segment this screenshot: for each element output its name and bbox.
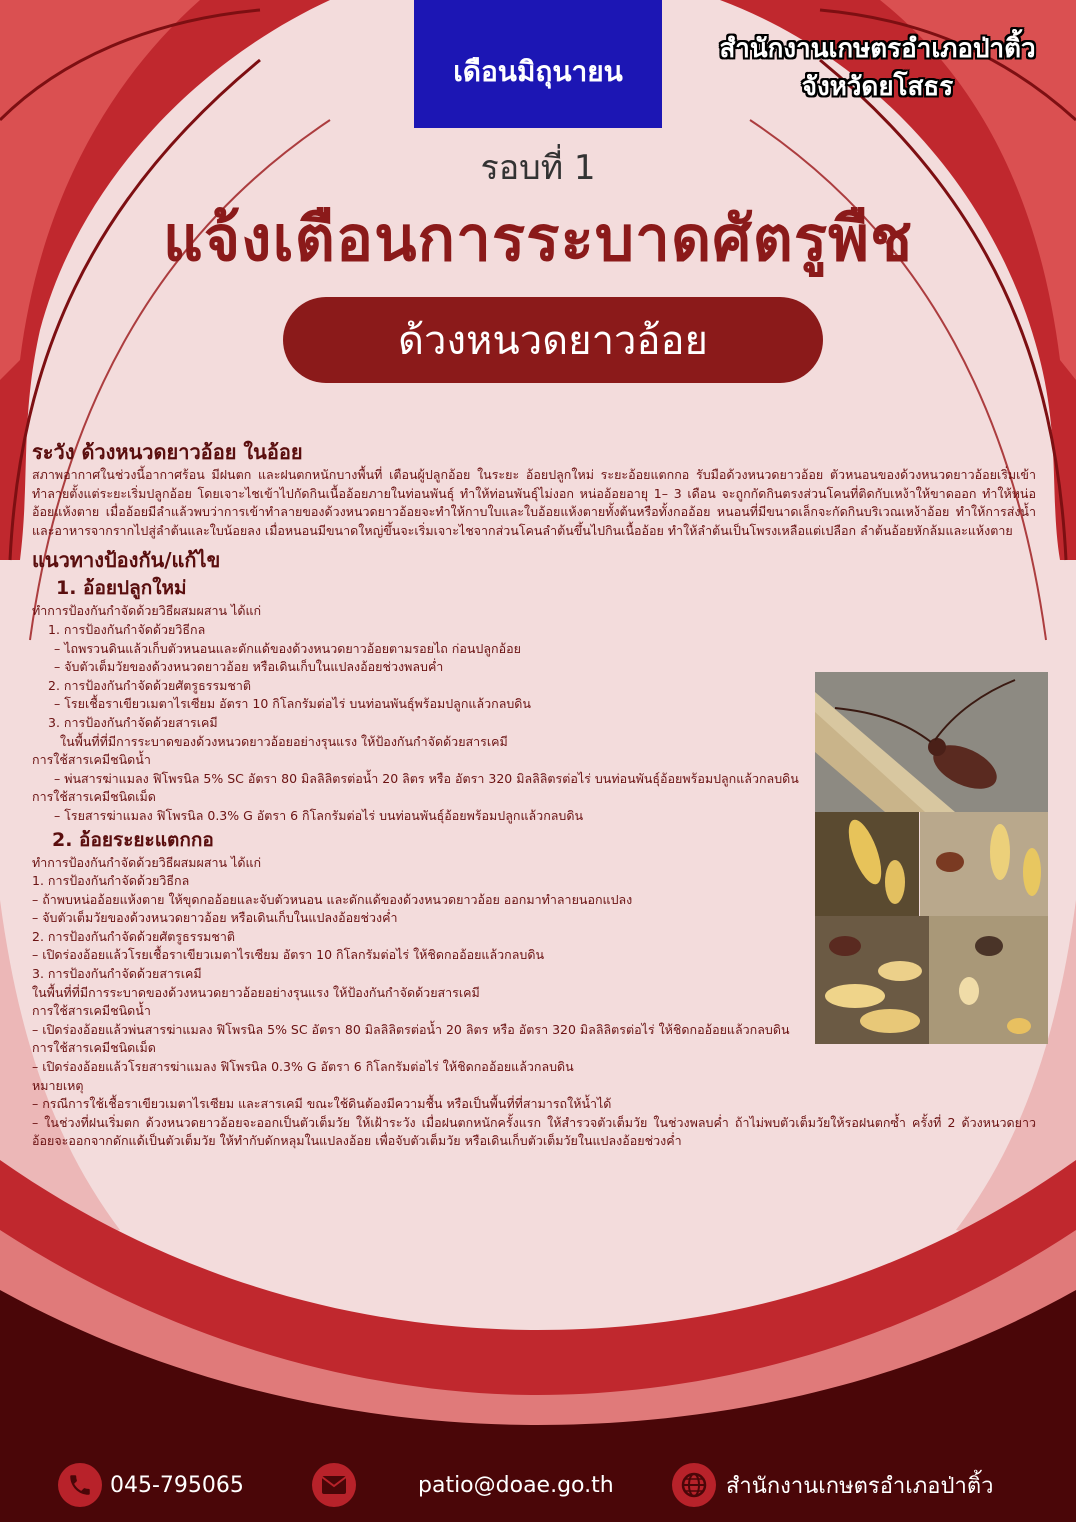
office-name-line2: จังหวัดยโสธร [801,72,954,102]
footer-mail-icon[interactable] [312,1462,356,1508]
section2-liquid-a: – เปิดร่องอ้อยแล้วพ่นสารฆ่าแมลง ฟิโพรนิล 5% SC อัตรา 80 มิลลิลิตรต่อน้ำ 20 ลิตร หรือ อัตรา 320 มิลลิลิตรต่อไร่ ให้ชิดกออ้อยแล้วกลบดิน [32,1021,790,1037]
mail-icon [312,1463,356,1507]
section1-title: 1. อ้อยปลูกใหม่ [56,577,187,600]
section1-liquid-a: – พ่นสารฆ่าแมลง ฟิโพรนิล 5% SC อัตรา 80 มิลลิลิตรต่อน้ำ 20 ลิตร หรือ อัตรา 320 มิลลิลิตรต่อไร่ บนท่อนพันธุ์อ้อยพร้อมปลูกแล้วกลบดิน [54,770,799,786]
section1-method1: 1. การป้องกันกำจัดด้วยวิธีกล [48,621,206,637]
phone-number: 045-795065 [110,1472,244,1498]
round-label: รอบที่ 1 [480,148,596,188]
section1-pellet: การใช้สารเคมีชนิดเม็ด [32,789,156,805]
section1-method3a: ในพื้นที่ที่มีการระบาดของด้วงหนวดยาวอ้อยอย่างรุนแรง ให้ป้องกันกำจัดด้วยสารเคมี [60,733,508,749]
footer-phone[interactable] [58,1462,244,1508]
footer-email[interactable] [418,1462,614,1508]
larvae-photo-2 [920,812,1048,916]
website-label: สำนักงานเกษตรอำเภอป่าติ้ว [726,1473,994,1499]
section1-method1a: – ไถพรวนดินแล้วเก็บตัวหนอนและดักแด้ของด้วงหนวดยาวอ้อยตามรอยไถ ก่อนปลูกอ้อย [54,640,521,656]
section2-method2: 2. การป้องกันกำจัดด้วยศัตรูธรรมชาติ [32,928,236,944]
larvae-photo-3 [815,916,929,1044]
warning-body: สภาพอากาศในช่วงนี้อากาศร้อน มีฝนตก และฝนตกหนักบางพื้นที่ เตือนผู้ปลูกอ้อย ในระยะ อ้อยปลูกใหม่ ระยะอ้อยแตกกอ รับมือด้วงหนวดยาวอ้อย ตัวหนอนของด้วงหนวดยาวอ้อยเริ่มเข้าทำลายตั้งแต่ระยะเริ่มปลูกอ้อย โดยเจาะไชเข้าไปกัดกินเนื้ออ้อยภายในท่อนพันธุ์ ทำให้ท่อนพันธุ์ไม่งอก หน่ออ้อยอายุ 1– 3 เดือน จะถูกกัดกินตรงส่วนโคนที่ติดกับเหง้าให้ขาดออก ทำให้หน่ออ้อยแห้งตาย เมื่ออ้อยมีลำแล้วพบว่าการเข้าทำลายของด้วงหนวดยาวอ้อยจะทำให้กาบใบและใบอ้อยแห้งตายทั้งต้นหรือทั้งกออ้อย หนอนที่มีขนาดเล็กจะกัดกินบริเวณเหง้าอ้อย ทำให้การส่งน้ำและอาหารจากรากไปสู่ลำต้นและใบน้อยลง เมื่อหนอนมีขนาดใหญ่ขึ้นจะเริ่มเจาะไชจากส่วนโคนลำต้นขึ้นไปกินเนื้ออ้อย ทำให้ลำต้นเป็นโพรงเหลือแต่เปลือก ลำต้นอ้อยหักล้มและแห้งตาย [32,467,1036,538]
note-a: – กรณีการใช้เชื้อราเขียวเมตาไรเซียม และสารเคมี ขณะใช้ดินต้องมีความชื้น หรือเป็นพื้นที่ที่สามารถให้น้ำได้ [32,1096,612,1112]
section1-method2: 2. การป้องกันกำจัดด้วยศัตรูธรรมชาติ [48,677,252,693]
beetle-photo [815,672,1048,812]
section1-intro: ทำการป้องกันกำจัดด้วยวิธีผสมผสาน ได้แก่ [32,603,262,619]
section1-method3: 3. การป้องกันกำจัดด้วยสารเคมี [48,714,218,730]
office-name-line1: สำนักงานเกษตรอำเภอป่าติ้ว [719,34,1036,64]
section2-method1b: – จับตัวเต็มวัยของด้วงหนวดยาวอ้อย หรือเดินเก็บในแปลงอ้อยช่วงค่ำ [32,910,398,926]
section2-method1: 1. การป้องกันกำจัดด้วยวิธีกล [32,873,190,889]
section1-method2a: – โรยเชื้อราเขียวเมตาไรเซียม อัตรา 10 กิโลกรัมต่อไร่ บนท่อนพันธุ์พร้อมปลูกแล้วกลบดิน [54,696,531,712]
globe-icon [672,1463,716,1507]
section1-pellet-a: – โรยสารฆ่าแมลง ฟิโพรนิล 0.3% G อัตรา 6 กิโลกรัมต่อไร่ บนท่อนพันธุ์อ้อยพร้อมปลูกแล้วกลบดิน [54,807,584,823]
office-name [690,30,1065,106]
larvae-photo-1 [815,812,919,916]
phone-icon [58,1463,102,1507]
page-title: แจ้งเตือนการระบาดศัตรูพืช [162,202,914,275]
month-banner: เดือนมิถุนายน [414,0,662,128]
section2-method3: 3. การป้องกันกำจัดด้วยสารเคมี [32,966,202,982]
section1-liquid: การใช้สารเคมีชนิดน้ำ [32,752,151,768]
section2-method2a: – เปิดร่องอ้อยแล้วโรยเชื้อราเขียวเมตาไรเซียม อัตรา 10 กิโลกรัมต่อไร่ ให้ชิดกออ้อยแล้วกลบดิน [32,947,544,963]
section2-title: 2. อ้อยระยะแตกกอ [52,828,214,851]
section2-method3a: ในพื้นที่ที่มีการระบาดของด้วงหนวดยาวอ้อยอย่างรุนแรง ให้ป้องกันกำจัดด้วยสารเคมี [32,984,480,1000]
section2-method1a: – ถ้าพบหน่ออ้อยแห้งตาย ให้ขุดกออ้อยและจับตัวหนอน และดักแด้ของด้วงหนวดยาวอ้อย ออกมาทำลายนอกแปลง [32,891,633,907]
footer-website[interactable] [672,1462,993,1508]
section2-pellet-a: – เปิดร่องอ้อยแล้วโรยสารฆ่าแมลง ฟิโพรนิล 0.3% G อัตรา 6 กิโลกรัมต่อไร่ ให้ชิดกออ้อยแล้วกลบดิน [32,1059,574,1075]
note-heading: หมายเหตุ [32,1077,84,1093]
section2-pellet: การใช้สารเคมีชนิดเม็ด [32,1040,156,1056]
section1-method1b: – จับตัวเต็มวัยของด้วงหนวดยาวอ้อย หรือเดินเก็บในแปลงอ้อยช่วงพลบค่ำ [54,659,444,675]
email-address: patio@doae.go.th [418,1472,614,1498]
section2-intro: ทำการป้องกันกำจัดด้วยวิธีผสมผสาน ได้แก่ [32,854,262,870]
warning-heading: ระวัง ด้วงหนวดยาวอ้อย ในอ้อย [32,440,303,464]
larvae-photo-4 [929,916,1048,1044]
note-b: – ในช่วงที่ฝนเริ่มตก ด้วงหนวดยาวอ้อยจะออกเป็นตัวเต็มวัย ให้เฝ้าระวัง เมื่อฝนตกหนักครั้งแรก ให้สำรวจตัวเต็มวัย ในช่วงพลบค่ำ ถ้าไม่พบตัวเต็มวัยให้รอฝนตกซ้ำ ครั้งที่ 2 ด้วงหนวดยาวอ้อยจะออกจากดักแด้เป็นตัวเต็มวัย ให้ทำกับดักหลุมในแปลงอ้อย เพื่อจับตัวเต็มวัย หรือเดินเก็บตัวเต็มวัยในแปลงอ้อยช่วงค่ำ [32,1114,1036,1149]
pest-name-pill: ด้วงหนวดยาวอ้อย [283,297,823,383]
section2-liquid: การใช้สารเคมีชนิดน้ำ [32,1003,151,1019]
guidance-heading: แนวทางป้องกัน/แก้ไข [32,548,221,573]
